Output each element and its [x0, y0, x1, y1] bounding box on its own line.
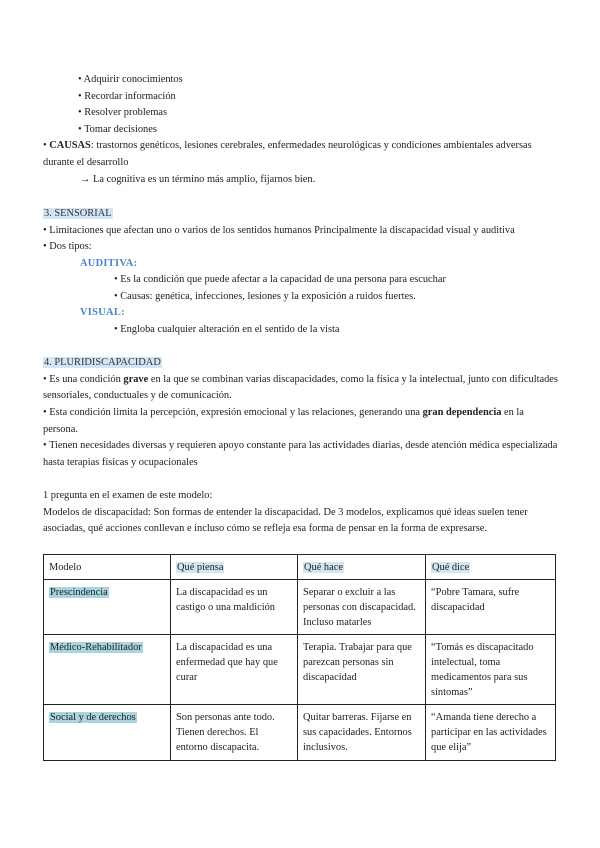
pluri-bullet-cont: hasta terapias físicas y ocupacionales	[43, 457, 198, 468]
pluri-bullet: • Tienen necesidades diversas y requieren apoyo constante para las actividades diarias, desde atención médica especializada	[43, 440, 558, 451]
cell: “Amanda tiene derecho a participar en las actividades que elija”	[426, 705, 556, 761]
header-que-dice: Qué dice	[426, 555, 556, 580]
list-item: • Engloba cualquier alteración en el sentido de la vista	[114, 324, 340, 335]
causas-line-2: durante el desarrollo	[43, 157, 129, 168]
pluri-bullet-cont: sensoriales, conductuales y de comunicación.	[43, 390, 232, 401]
cell: Separar o excluir a las personas con discapacidad. Incluso matarles	[298, 580, 426, 635]
exam-intro: Modelos de discapacidad: Son formas de entender la discapacidad. De 3 modelos, explicamos qué ideas suelen tener	[43, 507, 528, 518]
exam-intro-2: asociadas, qué acciones conllevan e incluso cómo se refleja esa forma de pensar en la forma de expresarse.	[43, 523, 487, 534]
subheading-visual: VISUAL:	[80, 307, 125, 318]
list-item: • Recordar información	[78, 91, 176, 102]
pluri-bullet: • Esta condición limita la percepción, expresión emocional y las relaciones, generando una gran dependencia en la	[43, 407, 524, 418]
table-row	[44, 580, 556, 635]
header-que-piensa: Qué piensa	[171, 555, 298, 580]
section-heading-pluri: 4. PLURIDISCAPACIDAD	[44, 357, 161, 368]
cell: La discapacidad es una enfermedad que hay que curar	[171, 635, 298, 705]
cell: Quitar barreras. Fijarse en sus capacidades. Entornos inclusivos.	[298, 705, 426, 761]
pluri-bullet: • Es una condición grave en la que se combinan varias discapacidades, como la física y la intelectual, junto con dificultades	[43, 374, 558, 385]
header-modelo: Modelo	[44, 555, 171, 580]
cell: “Tomás es discapacitado intelectual, toma medicamentos para sus síntomas”	[426, 635, 556, 705]
causas-line: • CAUSAS: trastornos genéticos, lesiones cerebrales, enfermedades neurológicas y condiciones ambientales adversas	[43, 140, 532, 151]
header-que-hace: Qué hace	[298, 555, 426, 580]
section-heading-sensorial: 3. SENSORIAL	[44, 208, 112, 219]
list-item: • Adquirir conocimientos	[78, 74, 183, 85]
table-header-row	[44, 555, 556, 580]
cell-model: Social y de derechos	[44, 705, 171, 761]
subheading-auditiva: AUDITIVA:	[80, 258, 138, 269]
list-item: • Resolver problemas	[78, 107, 168, 118]
sensorial-bullet: • Dos tipos:	[43, 241, 92, 252]
models-table	[43, 554, 556, 761]
causas-label: CAUSAS	[49, 140, 91, 151]
list-item: • Es la condición que puede afectar a la capacidad de una persona para escuchar	[114, 274, 446, 285]
table-row	[44, 705, 556, 761]
cell: Son personas ante todo. Tienen derechos. El entorno discapacita.	[171, 705, 298, 761]
cell-model: Médico-Rehabilitador	[44, 635, 171, 705]
cell: La discapacidad es un castigo o una maldición	[171, 580, 298, 635]
arrow-note: → La cognitiva es un término más amplio, fijarnos bien.	[80, 174, 316, 185]
pluri-bullet-cont: persona.	[43, 424, 78, 435]
table-row	[44, 635, 556, 705]
list-item: • Tomar decisiones	[78, 124, 157, 135]
sensorial-bullet: • Limitaciones que afectan uno o varios de los sentidos humanos Principalmente la discapacidad visual y auditiva	[43, 225, 515, 236]
cell: “Pobre Tamara, sufre discapacidad	[426, 580, 556, 635]
exam-note: 1 pregunta en el examen de este modelo:	[43, 490, 213, 501]
list-item: • Causas: genética, infecciones, lesiones y la exposición a ruidos fuertes.	[114, 291, 416, 302]
cell-model: Prescindencia	[44, 580, 171, 635]
cell: Terapia. Trabajar para que parezcan personas sin discapacidad	[298, 635, 426, 705]
